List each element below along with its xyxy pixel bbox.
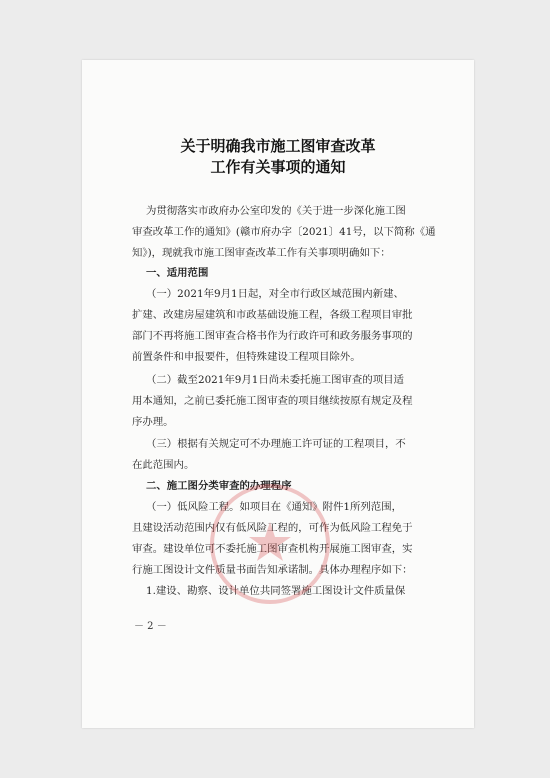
paragraph-line: （一）2021年9月1日起，对全市行政区域范围内新建、 (146, 288, 404, 300)
document-title-line-1: 关于明确我市施工图审查改革 (180, 137, 376, 155)
paragraph-line: 行施工图设计文件质量书面告知承诺制。具体办理程序如下： (132, 564, 413, 576)
paragraph-line: （三）根据有关规定可不办理施工许可证的工程项目，不 (146, 438, 406, 450)
intro-line: 为贯彻落实市政府办公室印发的《关于进一步深化施工图 (146, 205, 406, 217)
document-page (82, 60, 474, 728)
paragraph-line: 前置条件和申报要件，但特殊建设工程项目除外。 (132, 351, 361, 363)
paragraph-line: （二）截至2021年9月1日尚未委托施工图审查的项目适 (146, 374, 404, 386)
paragraph-line: 在此范围内。 (132, 459, 195, 471)
paragraph-line: 且建设活动范围内仅有低风险工程的，可作为低风险工程免于 (132, 522, 413, 534)
paragraph-line: （一）低风险工程。如项目在《通知》附件1所列范围， (146, 501, 402, 513)
section-heading-procedure: 二、施工图分类审查的办理程序 (146, 480, 292, 492)
paragraph-line: 用本通知，之前已委托施工图审查的项目继续按原有规定及程 (132, 395, 413, 407)
paragraph-line: 序办理。 (132, 416, 174, 428)
paragraph-line: 1.建设、勘察、设计单位共同签署施工图设计文件质量保 (146, 585, 406, 597)
page-number: － 2 － (134, 621, 167, 632)
intro-line: 知》)，现就我市施工图审查改革工作有关事项明确如下： (132, 247, 391, 259)
paragraph-line: 审查。建设单位可不委托施工图审查机构开展施工图审查，实 (132, 543, 413, 555)
section-heading-scope: 一、适用范围 (146, 267, 209, 279)
paragraph-line: 扩建、改建房屋建筑和市政基础设施工程，各级工程项目审批 (132, 309, 413, 321)
intro-line: 审查改革工作的通知》(赣市府办字〔2021〕41号，以下简称《通 (132, 226, 436, 238)
document-title-line-2: 工作有关事项的通知 (210, 158, 346, 176)
paragraph-line: 部门不再将施工图审查合格书作为行政许可和政务服务事项的 (132, 330, 413, 342)
